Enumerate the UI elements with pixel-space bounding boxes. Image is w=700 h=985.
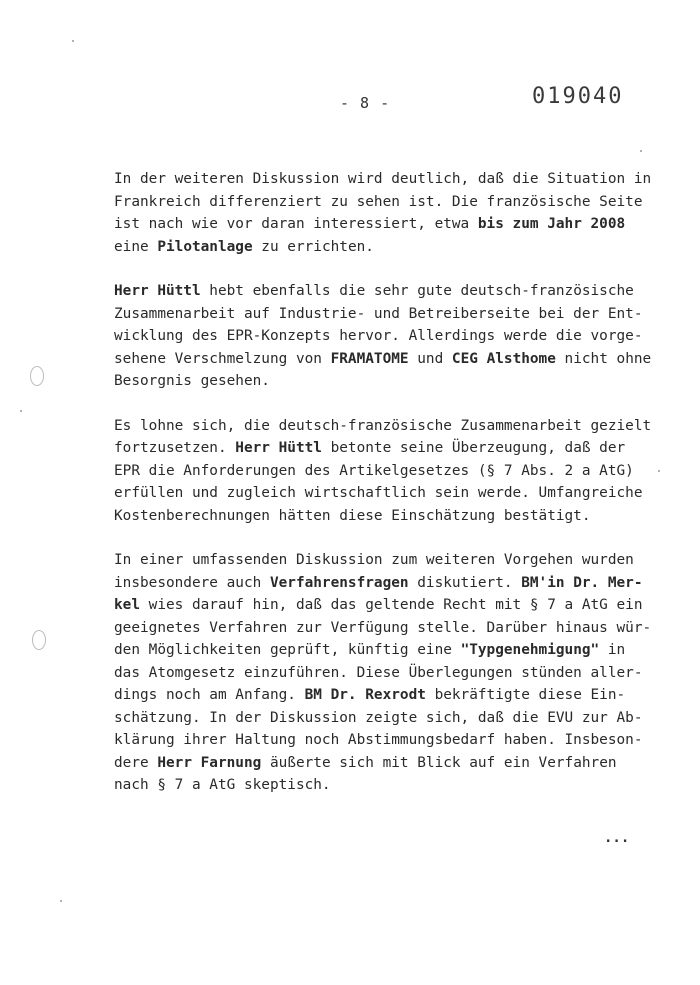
scan-speck [60,900,62,902]
text-line [114,594,654,617]
punch-hole-mark [32,630,46,650]
text-segment: bis zum Jahr 2008 [477,216,626,232]
text-line [114,549,654,572]
text-segment: CEG Alsthome [451,350,556,367]
text-line [114,213,654,236]
text-segment: "Typgenehmigung" [460,642,600,658]
scan-speck [658,470,660,472]
text-line [114,662,654,685]
text-line [114,168,654,191]
paragraph [114,168,654,258]
text-segment: Herr Hüttl [235,440,322,456]
text-segment: nach § 7 a AtG skeptisch. [114,777,331,793]
text-line [114,460,654,483]
text-segment: schätzung. In der Diskussion zeigte sich, daß die EVU zur Ab- [114,709,643,726]
text-segment: fortzusetzen. [114,440,236,456]
text-segment: eine [114,238,158,255]
text-segment: ist nach wie vor daran interessiert, etwa [114,216,478,232]
text-segment: bekräftigte diese Ein- [425,687,626,703]
text-segment: und [408,350,452,367]
text-line [114,729,654,752]
text-segment: den Möglichkeiten geprüft, künftig eine [114,642,461,658]
text-segment: klärung ihrer Haltung noch Abstimmungsbedarf haben. Insbeson- [114,732,643,748]
text-segment: Zusammenarbeit auf Industrie- und Betreiberseite bei der Ent- [114,305,643,322]
paragraph [114,280,654,393]
text-segment: erfüllen und zugleich wirtschaftlich sein werde. Umfangreiche [114,485,643,501]
text-segment: in [599,642,626,658]
text-segment: nicht ohne [555,350,652,367]
continuation-marker: ... [604,830,630,846]
text-segment: das Atomgesetz einzuführen. Diese Überlegungen stünden aller- [114,664,643,681]
text-segment: dings noch am Anfang. [114,687,305,703]
text-segment: kel [114,597,140,613]
paragraph [114,415,654,528]
text-segment: Besorgnis gesehen. [114,373,270,389]
text-line [114,505,654,528]
scan-speck [640,150,642,152]
text-line [114,437,654,460]
text-line [114,370,654,393]
document-body [114,168,654,819]
text-segment: Herr Hüttl [114,283,201,299]
text-segment: zu errichten. [252,238,374,255]
text-line [114,280,654,303]
text-segment: diskutiert. [408,574,522,591]
text-segment: wicklung des EPR-Konzepts hervor. Allerdings werde die vorge- [114,328,643,344]
text-segment: sehene Verschmelzung von [114,350,331,367]
scan-speck [72,40,74,42]
text-segment: insbesondere auch [114,574,270,591]
text-segment: Es lohne sich, die deutsch-französische Zusammenarbeit gezielt [114,417,652,434]
text-segment: Verfahrensfragen [269,574,409,591]
text-segment: dere [114,754,158,771]
text-segment: EPR die Anforderungen des Artikelgesetzes (§ 7 Abs. 2 a AtG) [114,462,634,479]
text-segment: BM Dr. Rexrodt [304,687,426,703]
text-line [114,303,654,326]
text-segment: hebt ebenfalls die sehr gute deutsch-französische [200,283,634,299]
text-line [114,348,654,371]
text-line [114,684,654,707]
text-segment: Pilotanlage [157,238,253,255]
text-segment: äußerte sich mit Blick auf ein Verfahren [261,754,617,771]
text-segment: geeignetes Verfahren zur Verfügung stelle. Darüber hinaus wür- [114,619,652,636]
archive-number-stamp: 019040 [532,84,624,109]
text-line [114,572,654,595]
text-line [114,325,654,348]
paragraph [114,549,654,797]
text-segment: betonte seine Überzeugung, daß der [321,440,626,456]
text-segment: Herr Farnung [157,754,262,771]
text-line [114,774,654,797]
text-line [114,639,654,662]
text-line [114,236,654,259]
text-segment: FRAMATOME [330,350,409,367]
text-segment: BM'in Dr. Mer- [521,574,643,591]
text-line [114,415,654,438]
text-segment: In der weiteren Diskussion wird deutlich, daß die Situation in [114,171,652,187]
page-number: - 8 - [340,94,391,112]
scan-speck [20,410,22,412]
text-segment: In einer umfassenden Diskussion zum weiteren Vorgehen wurden [114,552,634,568]
punch-hole-mark [30,366,44,386]
text-line [114,707,654,730]
text-line [114,191,654,214]
text-line [114,752,654,775]
text-line [114,617,654,640]
text-segment: Frankreich differenziert zu sehen ist. Die französische Seite [114,193,643,210]
text-segment: wies darauf hin, daß das geltende Recht mit § 7 a AtG ein [140,597,643,613]
text-line [114,482,654,505]
text-segment: Kostenberechnungen hätten diese Einschätzung bestätigt. [114,507,591,524]
